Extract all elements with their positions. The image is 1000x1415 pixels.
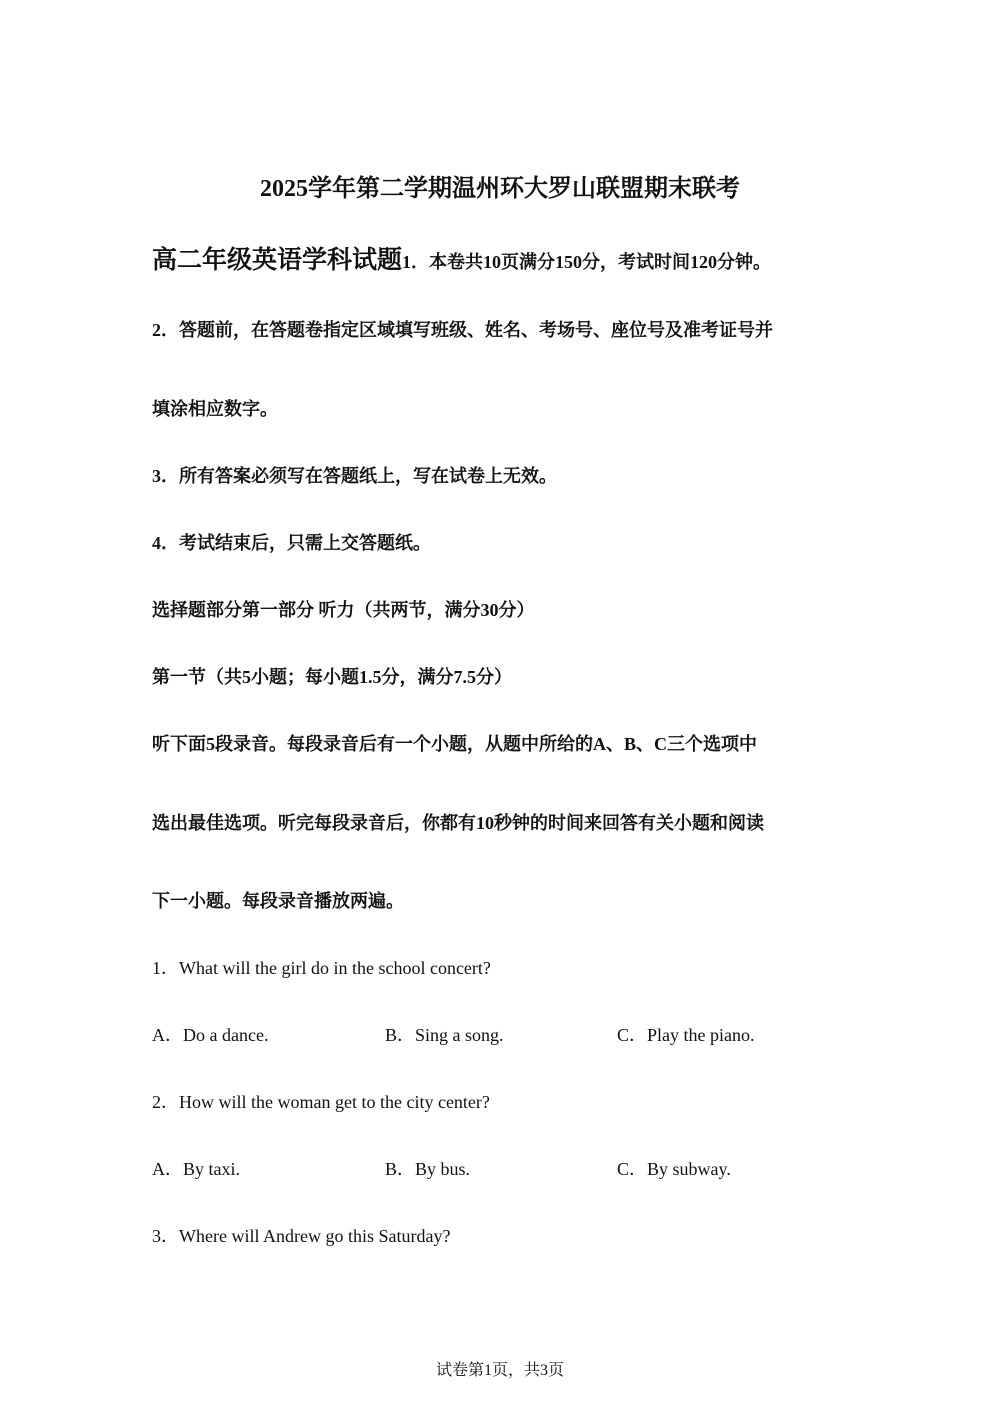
option-a: A．Do a dance. (152, 1025, 269, 1045)
subsection-heading: 第一节（共5小题；每小题1.5分，满分7.5分） (152, 667, 512, 687)
question-stem: 3．Where will Andrew go this Saturday? (152, 1226, 451, 1246)
option-c: C．Play the piano. (617, 1025, 755, 1045)
instruction-line: 下一小题。每段录音播放两遍。 (152, 891, 404, 911)
option-c: C．By subway. (617, 1159, 731, 1179)
subtitle-line (152, 240, 771, 276)
notice-item: 3．所有答案必须写在答题纸上，写在试卷上无效。 (152, 466, 557, 486)
option-a: A．By taxi. (152, 1159, 240, 1179)
notice-item: 2．答题前，在答题卷指定区域填写班级、姓名、考场号、座位号及准考证号并 (152, 320, 773, 340)
page-footer: 试卷第1页，共3页 (435, 1362, 564, 1379)
notice-item: 1．本卷共10页满分150分，考试时间120分钟。 (402, 252, 772, 272)
notice-item: 填涂相应数字。 (152, 399, 278, 419)
instruction-line: 听下面5段录音。每段录音后有一个小题，从题中所给的A、B、C三个选项中 (152, 734, 758, 754)
question-stem: 1．What will the girl do in the school concert? (152, 958, 491, 978)
notice-item: 4．考试结束后，只需上交答题纸。 (152, 533, 431, 553)
option-b: B．By bus. (385, 1159, 471, 1179)
part-heading: 选择题部分第一部分 听力（共两节，满分30分） (152, 600, 535, 620)
exam-title: 2025学年第二学期温州环大罗山联盟期末联考 (260, 176, 740, 202)
option-b: B．Sing a song. (385, 1025, 504, 1045)
exam-subtitle: 高二年级英语学科试题 (152, 245, 403, 274)
instruction-line: 选出最佳选项。听完每段录音后，你都有10秒钟的时间来回答有关小题和阅读 (152, 813, 764, 833)
question-stem: 2．How will the woman get to the city center? (152, 1092, 490, 1112)
